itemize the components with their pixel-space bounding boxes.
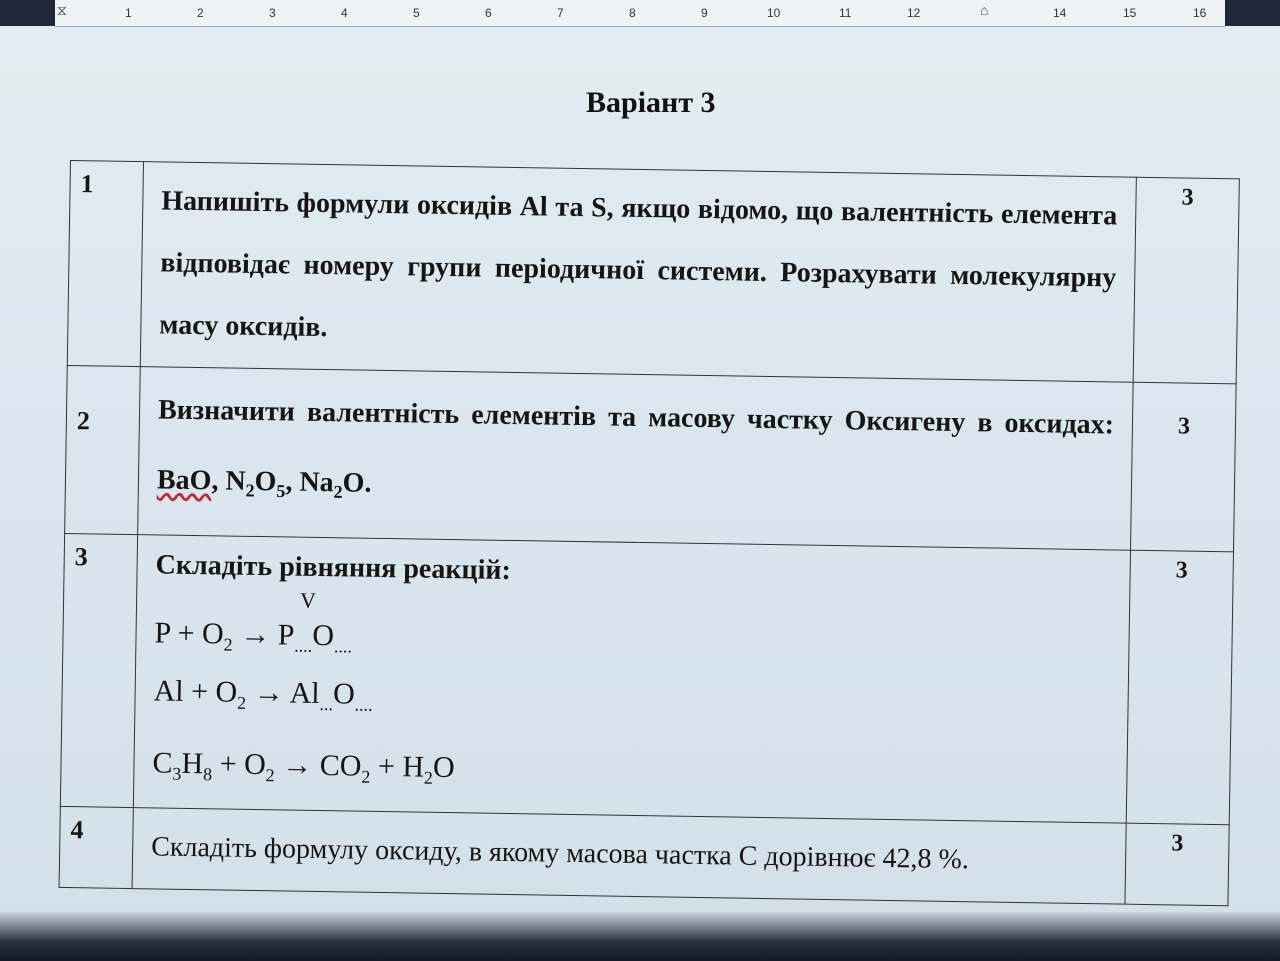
task-text-main: Складіть рівняння реакцій:	[155, 548, 512, 586]
valence-mark: V	[299, 587, 317, 613]
task-points: 3	[1133, 177, 1239, 384]
task-text[interactable]	[133, 534, 1130, 823]
ruler-tick: 12	[907, 6, 921, 20]
equation-1: $P + O_2 \to P_{....}O_{....}$	[154, 615, 353, 657]
task-number: 4	[59, 806, 133, 888]
table-row	[65, 365, 1236, 551]
monitor-bezel-left	[0, 0, 55, 26]
task-number: 2	[65, 365, 141, 534]
equation-2: $Al + O_2 \to Al_{...}O_{....}$	[153, 673, 373, 715]
monitor-bezel-bottom	[0, 912, 1280, 961]
ruler-tick: 16	[1193, 6, 1207, 20]
page-title: Варіант 3	[586, 86, 716, 119]
task-text[interactable]: Визначити валентність елементів та масову частку Оксигену в оксидах: BaO, $N_2O_5$, $Na_2O$.	[138, 367, 1134, 550]
table-row	[59, 806, 1229, 905]
ruler-tick: 3	[269, 6, 276, 20]
ruler-tick: 4	[341, 6, 348, 20]
task-text-main: Визначити валентність елементів та масову частку Оксигену в оксидах:	[157, 394, 1115, 441]
ruler-tick: 14	[1053, 6, 1067, 20]
left-indent-marker-icon[interactable]: ⧖	[57, 2, 67, 18]
right-indent-marker-icon[interactable]: ⌂	[980, 2, 989, 18]
task-text[interactable]: Складіть формулу оксиду, в якому масова частка С дорівнює 42,8 %.	[132, 807, 1126, 904]
table-row	[67, 161, 1239, 384]
ruler-tick: 5	[413, 6, 420, 20]
ruler-tick: 2	[197, 6, 204, 20]
task-number: 3	[60, 533, 137, 807]
ruler-tick: 6	[485, 6, 492, 20]
table-row	[60, 533, 1233, 824]
ruler-tick: 11	[839, 6, 852, 20]
horizontal-ruler[interactable]	[55, 0, 1225, 27]
ruler-tick: 10	[767, 6, 781, 20]
task-points: 3	[1125, 823, 1229, 906]
monitor-bezel-right	[1225, 0, 1280, 26]
ruler-tick: 7	[557, 6, 564, 20]
task-text[interactable]: Напишіть формули оксидів Al та S, якщо відомо, що валентність елемента відповідає номеру групи періодичної системи. Розрахувати молекулярну масу оксидів.	[140, 162, 1136, 383]
ruler-tick: 1	[125, 6, 132, 20]
ruler-tick: 8	[629, 6, 636, 20]
tasks-table	[59, 160, 1240, 906]
task-number: 1	[67, 161, 143, 367]
task-points: 3	[1126, 550, 1233, 825]
ruler-tick: 9	[701, 6, 708, 20]
equation-3: $C_3H_8 + O_2 \to CO_2 + H_2O$	[152, 745, 456, 788]
task-points: 3	[1131, 382, 1237, 551]
task-formulas: BaO	[156, 464, 212, 497]
ruler-tick: 15	[1123, 6, 1137, 20]
